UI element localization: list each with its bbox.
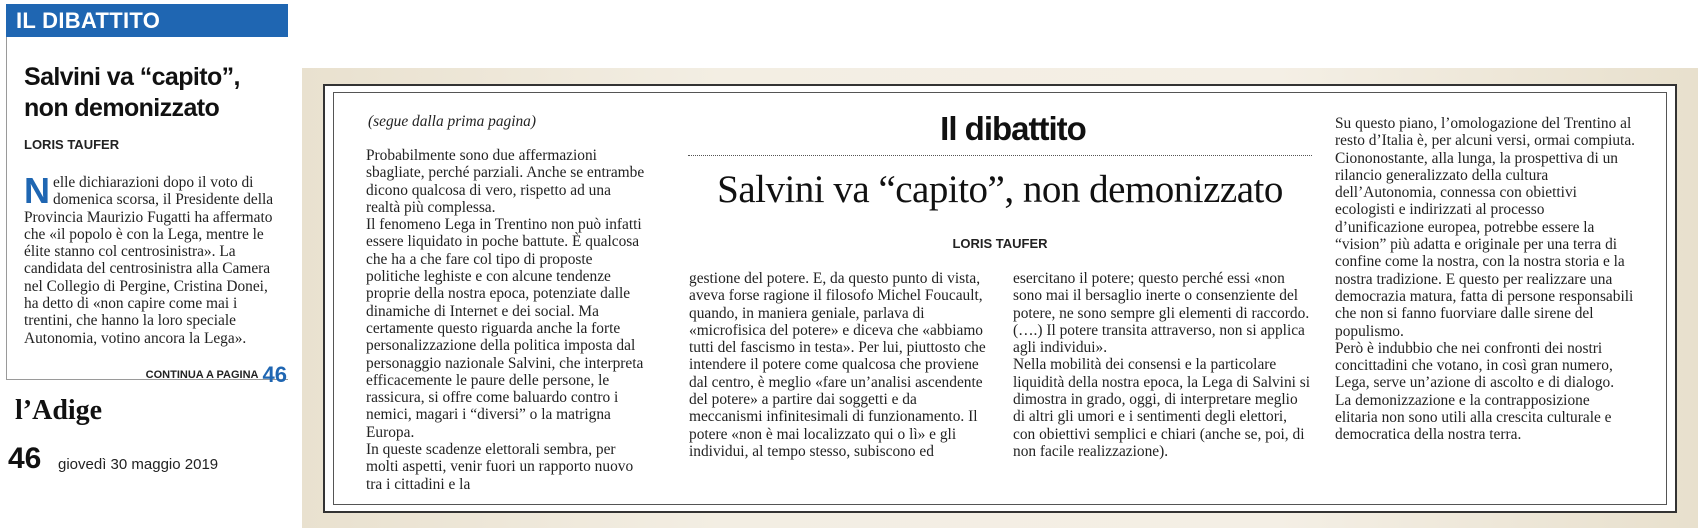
paragraph: gestione del potere. E, da questo punto di vista, aveva forse ragione il filosofo Michel Foucault, quando, in maniera geniale, parlava di «microfisica del potere» e diceva che «abbiamo tutti del fascismo in testa». Per lui, piuttosto che intendere il potere come qualcosa che proviene dal centro, è meglio «fare un’analisi ascendente del potere» a partire dai soggetti e da meccanismi infinitesimali di funzionamento. Il potere «non è mai localizzato qui o lì» e gli individui, al tempo stesso, subiscono ed bbox=[689, 270, 986, 460]
continue-on-page[interactable] bbox=[146, 362, 287, 388]
paragraph: Su questo piano, l’omologazione del Trentino al resto d’Italia è, per alcuni versi, ormai compiuta. bbox=[1335, 115, 1636, 150]
sidebar bbox=[0, 0, 290, 529]
page-number: 46 bbox=[8, 442, 42, 475]
paragraph: Il fenomeno Lega in Trentino non può infatti essere liquidato in poche battute. È qualcosa che ha a che fare col tipo di proposte politiche leghiste e con alcune tendenze proprie della nostra epoca, potenziate dalle dinamiche di Internet e dei social. Ma certamente questo riguarda anche la forte personalizzazione della politica imposta dal personaggio nazionale Salvini, che interpreta efficacemente le paure delle persone, le rassicura, si offre come baluardo contro i nemici, magari i “diversi” o la matrigna Europa. bbox=[366, 216, 644, 441]
paragraph: esercitano il potere; questo perché essi «non sono mai il bersaglio inerte o consenziente del potere, ne sono sempre gli elementi di raccordo. (….) Il potere transita attraverso, non si applica agli individui». bbox=[1013, 270, 1310, 357]
article-kicker: Il dibattito bbox=[940, 110, 1086, 147]
article-column-3 bbox=[1013, 270, 1313, 460]
section-tag: IL DIBATTITO bbox=[6, 4, 288, 37]
paragraph: Nella mobilità dei consensi e la particolare liquidità della nostra epoca, la Lega di Salvini si dimostra in grado, oggi, di interpretare meglio di altri gli umori e i sentimenti degli elettori, con obiettivi semplici e chiari (anche se, poi, di non facile realizzazione). bbox=[1013, 356, 1311, 460]
paragraph: Ciononostante, alla lunga, la prospettiva di un rilancio generalizzato della cultura dell’Autonomia, connessa con obiettivi ecologisti e indirizzati al processo d’unificazione europea, potrebbe essere la “vision” più adatta e originale per una terra di confine come la nostra, con la nostra storia e la nostra tradizione. E questo per realizzare una democrazia matura, fatta di persone responsabili che non si fanno fuorviare dalle sirene del populismo. bbox=[1335, 149, 1634, 340]
newspaper-logo: l’Adige bbox=[15, 395, 103, 426]
continue-page-number: 46 bbox=[262, 362, 287, 387]
article-column-2 bbox=[689, 270, 989, 460]
article-column-4 bbox=[1335, 115, 1635, 444]
article-byline: LORIS TAUFER bbox=[952, 236, 1048, 251]
article-headline: Salvini va “capito”, non demonizzato bbox=[717, 168, 1283, 211]
paragraph: Però è indubbio che nei confronti dei nostri concittadini che votano, in così gran numero, Lega, serve un’azione di ascolto e di dialogo. bbox=[1335, 339, 1615, 392]
continue-label: CONTINUA A PAGINA bbox=[145, 369, 259, 381]
article-column-1 bbox=[366, 147, 646, 493]
kicker-divider bbox=[688, 155, 1312, 156]
sidebar-headline: Salvini va “capito”, non demonizzato bbox=[24, 63, 240, 122]
paragraph: Probabilmente sono due affermazioni sbagliate, perché parziali. Anche se entrambe dicono qualcosa di vero, rispetto ad una realtà più complessa. bbox=[366, 147, 645, 216]
page-date: giovedì 30 maggio 2019 bbox=[58, 456, 219, 473]
paragraph: In queste scadenze elettorali sembra, per molti aspetti, venir fuori un rapporto nuovo tra i cittadini e la bbox=[366, 441, 634, 493]
sidebar-body-text: elle dichiarazioni dopo il voto di domenica scorsa, il Presidente della Provincia Maurizio Fugatti ha affermato che «il popolo è con la Lega, mentre le élite stanno col centrosinistra». La candidata del centrosinistra alla Camera nel Collegio di Pergine, Cristina Donei, ha detto di «non capire come mai i trentini, che hanno la loro speciale Autonomia, votino ancora la Lega». bbox=[24, 174, 274, 347]
article-intro: (segue dalla prima pagina) bbox=[368, 113, 536, 130]
dropcap: N bbox=[24, 170, 50, 211]
sidebar-body bbox=[24, 170, 286, 347]
paragraph: La demonizzazione e la contrapposizione elitaria non sono utili alla crescita culturale e democratica della nostra terra. bbox=[1335, 391, 1612, 444]
sidebar-byline: LORIS TAUFER bbox=[24, 137, 120, 152]
